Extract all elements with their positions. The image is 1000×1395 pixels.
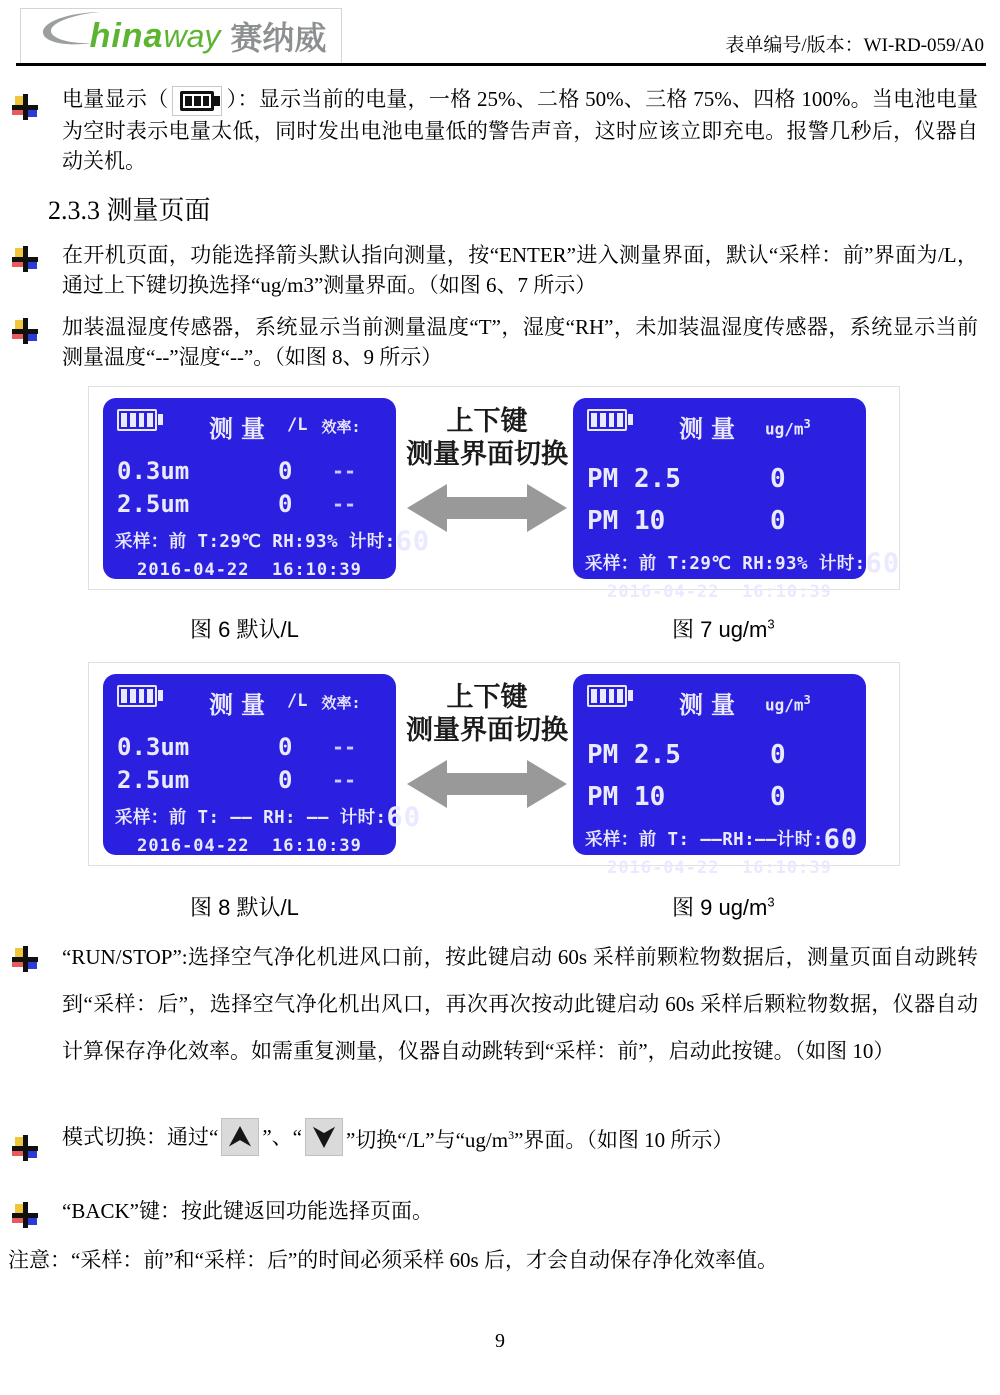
lcd-status-line — [103, 796, 421, 833]
caption-sup: 3 — [767, 894, 775, 910]
lcd-row-label: 2.5um — [117, 765, 190, 794]
lcd-row-label: 0.3um — [117, 732, 190, 761]
lcd-row — [117, 763, 382, 796]
figure-caption-9 — [672, 891, 775, 922]
lcd-screen-fig9 — [573, 674, 866, 878]
mode-text-unit: ”切换“/L”与“ug/m — [345, 1127, 509, 1152]
battery-text-post: ）：显示当前的电量，一格 25%、二格 50%、三格 75%、四格 100%。当电池电量为空时表示电量太低，同时发出电池电量低的警告声音，这时应该立即充电。报警几秒后，仪器自动关机。 — [62, 87, 978, 174]
lcd-status-text: 采样：前 T:29℃ RH:93% 计时: — [585, 554, 866, 574]
paragraph-back-key: “BACK”键：按此键返回功能选择页面。 — [62, 1199, 433, 1223]
bullet-marker-icon — [12, 246, 38, 272]
lcd-row-label: PM 2.5 — [587, 464, 681, 494]
lcd-unit: /L — [287, 691, 308, 711]
caption-text: 图 7 ug/m — [672, 617, 768, 642]
up-arrow-key-icon — [221, 1118, 259, 1156]
lcd-row-value: 0 — [278, 489, 293, 518]
lcd-row — [587, 500, 852, 542]
lcd-datetime — [573, 855, 866, 878]
lcd-date: 2016-04-22 — [607, 582, 720, 602]
note-text: 注意：“采样：前”和“采样：后”的时间必须采样 60s 后，才会自动保存净化效率值。 — [8, 1248, 778, 1272]
lcd-row-value: 0 — [770, 506, 786, 536]
lcd-status-line — [573, 542, 901, 579]
lcd-row-label: 2.5um — [117, 489, 190, 518]
left-right-arrow-icon — [407, 755, 567, 813]
lcd-battery-icon — [587, 409, 627, 431]
bullet-marker-icon — [12, 1202, 38, 1228]
lcd-time: 16:10:39 — [741, 858, 832, 878]
bullet-marker-icon — [12, 946, 38, 972]
lcd-battery-icon — [587, 685, 627, 707]
section-title: 2.3.3 测量页面 — [48, 196, 211, 225]
mode-text-end: ”界面。（如图 10 所示） — [514, 1127, 734, 1152]
left-right-arrow-icon — [407, 479, 567, 537]
lcd-screen-fig8 — [103, 674, 421, 856]
lcd-time: 16:10:39 — [271, 560, 362, 580]
lcd-screen-fig6 — [103, 398, 431, 580]
lcd-row-value: 0 — [278, 732, 293, 761]
lcd-row-eff: -- — [332, 734, 357, 759]
lcd-time: 16:10:39 — [271, 836, 362, 856]
mode-text-post — [346, 1120, 733, 1155]
battery-text-pre: 电量显示（ — [62, 87, 169, 111]
lcd-row — [117, 730, 382, 763]
lcd-date: 2016-04-22 — [137, 560, 250, 580]
down-arrow-key-icon — [305, 1118, 343, 1156]
lcd-row — [117, 454, 382, 487]
lcd-row-eff: -- — [332, 491, 357, 516]
lcd-unit-text: ug/m — [765, 419, 804, 439]
lcd-datetime — [103, 833, 396, 856]
lcd-row-value: 0 — [770, 782, 786, 812]
bullet-marker-icon — [12, 94, 38, 120]
lcd-title: 测量 — [209, 415, 273, 443]
lcd-timer: 60 — [865, 548, 901, 579]
chinaway-logo — [20, 8, 342, 64]
lcd-efficiency-label: 效率: — [321, 418, 361, 436]
paragraph-sensor: 加装温湿度传感器，系统显示当前测量温度“T”，湿度“RH”，未加装温湿度传感器，系统显示当前测量温度“--”湿度“--”。（如图 8、9 所示） — [62, 315, 978, 369]
caption-text: 图 9 ug/m — [672, 895, 768, 920]
logo-wordmark — [90, 17, 221, 56]
bullet-marker-icon — [12, 318, 38, 344]
arrow-label-line2: 测量界面切换 — [406, 715, 568, 745]
lcd-row — [587, 458, 852, 500]
lcd-unit-text: ug/m — [765, 695, 804, 715]
mode-text-mid: ”、“ — [262, 1125, 302, 1149]
paragraph-mode-switch — [62, 1118, 978, 1156]
mode-text-sup: 3 — [508, 1127, 515, 1142]
arrow-label-line1: 上下键 — [446, 406, 528, 436]
figure-group-8-9 — [88, 662, 900, 878]
lcd-status-line — [573, 818, 866, 855]
lcd-datetime — [573, 579, 866, 602]
lcd-status-line — [103, 520, 431, 557]
lcd-row-label: PM 10 — [587, 506, 666, 536]
lcd-status-text: 采样：前 T:29℃ RH:93% 计时: — [115, 532, 396, 552]
lcd-row-eff: -- — [332, 767, 357, 792]
lcd-row-value: 0 — [278, 765, 293, 794]
paragraph-battery — [62, 84, 978, 176]
lcd-date: 2016-04-22 — [137, 836, 250, 856]
lcd-time: 16:10:39 — [741, 582, 832, 602]
lcd-unit — [765, 417, 811, 438]
caption-sup: 3 — [767, 616, 775, 632]
paragraph-runstop: “RUN/STOP”:选择空气净化机进风口前，按此键启动 60s 采样前颗粒物数据后，测量页面自动跳转到“采样：后”，选择空气净化机出风口，再次再次按动此键启动 60s 采样后颗粒物数据，仪器自动计算保存净化效率。如需重复测量，仪器自动跳转到“采样：前”，启动此按键。（如图 10） — [62, 945, 978, 1063]
arrow-label-line1: 上下键 — [446, 682, 528, 712]
arrow-label-line2: 测量界面切换 — [406, 439, 568, 469]
logo-text-light: way — [163, 17, 221, 54]
lcd-date: 2016-04-22 — [607, 858, 720, 878]
switch-arrow-block — [401, 681, 573, 818]
lcd-unit — [765, 693, 811, 714]
lcd-battery-icon — [117, 685, 157, 707]
battery-icon — [172, 86, 222, 116]
lcd-unit-sup: 3 — [803, 693, 811, 707]
lcd-timer: 60 — [823, 824, 859, 855]
bullet-marker-icon — [12, 1135, 38, 1161]
lcd-timer: 60 — [395, 526, 431, 557]
lcd-row-value: 0 — [770, 464, 786, 494]
doc-number: 表单编号/版本：WI-RD-059/A0 — [725, 35, 984, 56]
figure-caption-8: 图 8 默认/L — [190, 895, 299, 920]
lcd-row-label: PM 10 — [587, 782, 666, 812]
figure-group-6-7 — [88, 386, 901, 602]
lcd-unit-sup: 3 — [803, 417, 811, 431]
figure-caption-6: 图 6 默认/L — [190, 617, 299, 642]
switch-arrow-block — [401, 405, 573, 542]
lcd-row-value: 0 — [278, 456, 293, 485]
page-number: 9 — [495, 1330, 505, 1352]
lcd-row-label: 0.3um — [117, 456, 190, 485]
lcd-title: 测量 — [209, 691, 273, 719]
lcd-title: 测量 — [679, 415, 743, 443]
lcd-title: 测量 — [679, 691, 743, 719]
lcd-row-value: 0 — [770, 740, 786, 770]
lcd-status-text: 采样：前 T: —— RH: —— 计时: — [115, 808, 387, 828]
lcd-row-eff: -- — [332, 458, 357, 483]
logo-chinese-name: 赛纳威 — [230, 20, 327, 56]
lcd-unit: /L — [287, 415, 308, 435]
lcd-timer: 60 — [386, 802, 421, 833]
lcd-row — [587, 776, 852, 818]
logo-text-bold: hina — [89, 16, 164, 55]
mode-text-pre: 模式切换：通过“ — [62, 1125, 219, 1149]
lcd-row-label: PM 2.5 — [587, 740, 681, 770]
lcd-efficiency-label: 效率: — [321, 694, 361, 712]
lcd-row — [117, 487, 382, 520]
paragraph-enter: 在开机页面，功能选择箭头默认指向测量，按“ENTER”进入测量界面，默认“采样：前”界面为/L，通过上下键切换选择“ug/m3”测量界面。（如图 6、7 所示） — [62, 243, 978, 297]
lcd-battery-icon — [117, 409, 157, 431]
lcd-status-text: 采样：前 T: ——RH:——计时: — [585, 830, 824, 850]
lcd-screen-fig7 — [573, 398, 901, 602]
figure-caption-7 — [672, 613, 775, 644]
lcd-datetime — [103, 557, 396, 580]
lcd-row — [587, 734, 852, 776]
header-divider — [16, 63, 986, 66]
